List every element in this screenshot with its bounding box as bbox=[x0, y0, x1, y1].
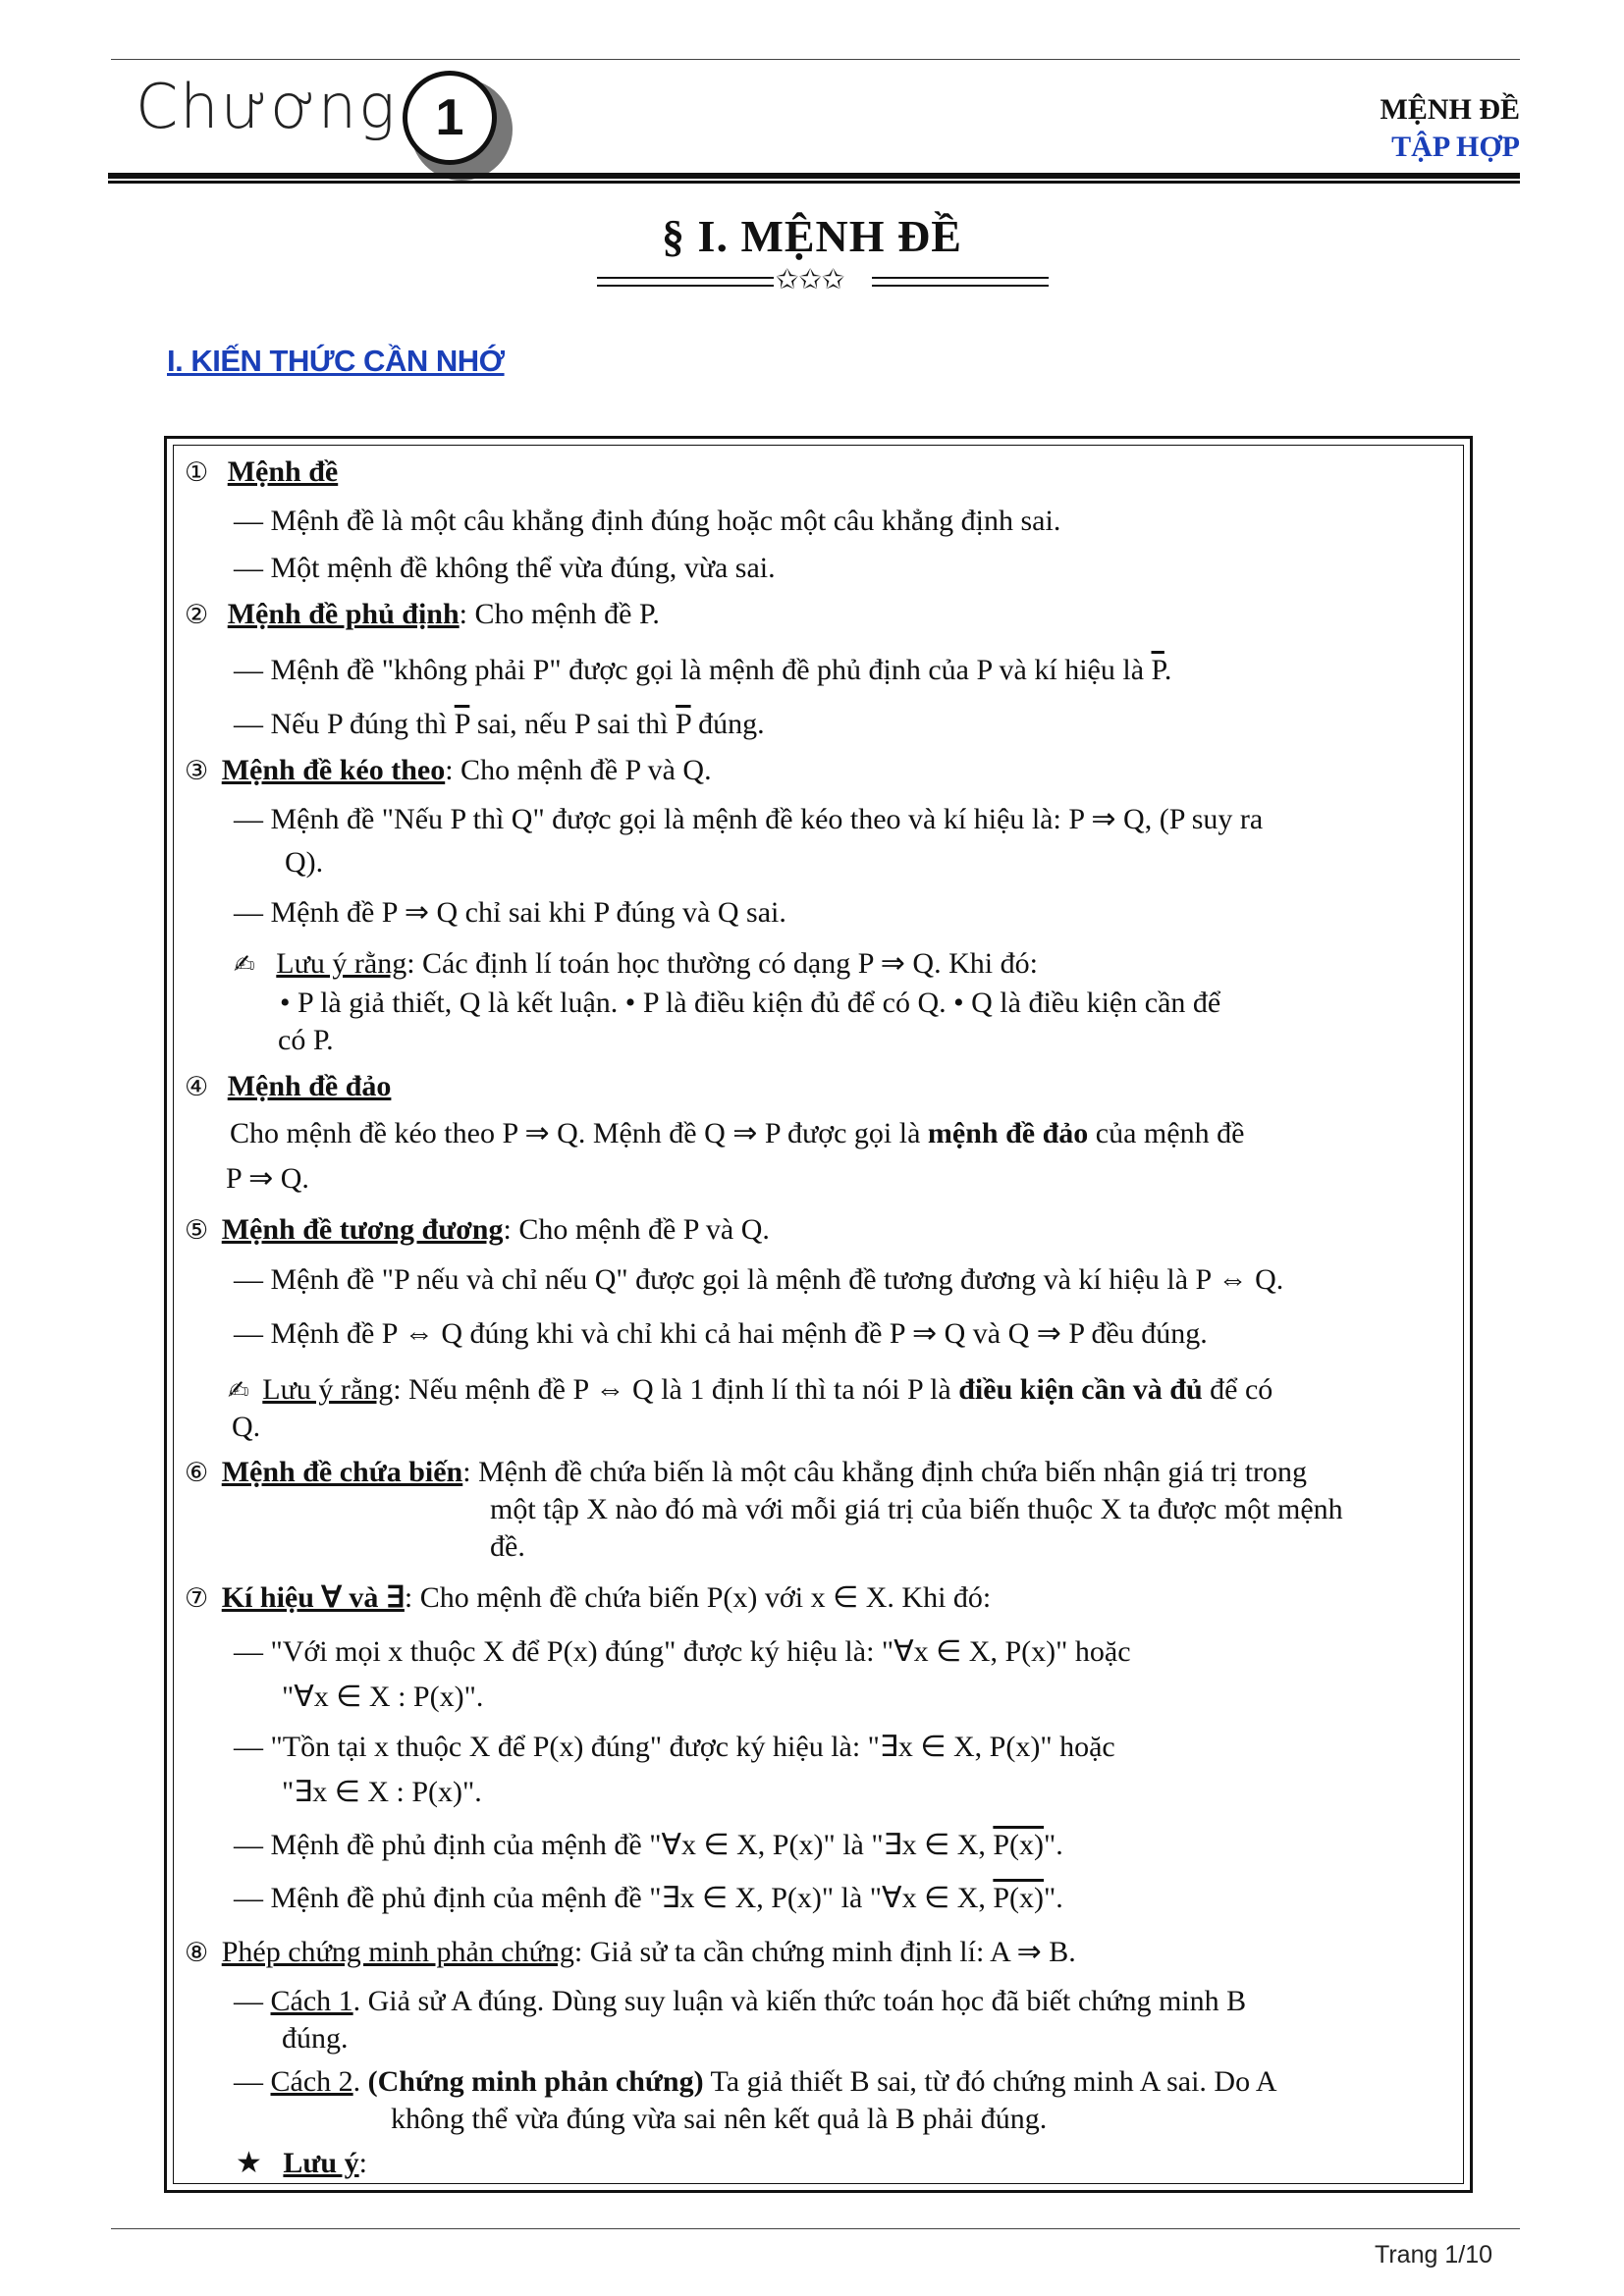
item-8-method-2-cont: không thể vừa đúng vừa sai nên kết quả là B phải đúng. bbox=[391, 2103, 1048, 2135]
star-icon: ★ bbox=[236, 2147, 262, 2179]
item-5-title: Mệnh đề tương đương bbox=[221, 1213, 504, 1246]
item-7-line-3-a: — Mệnh đề phủ định của mệnh đề "∀x ∈ X, P(x)" là "∃x ∈ X, bbox=[234, 1829, 994, 1861]
negated-p: $\overline{P}$ bbox=[676, 708, 691, 740]
item-5-note-label: Lưu ý rằng bbox=[262, 1373, 394, 1406]
chapter-number-badge: 1 bbox=[403, 71, 497, 165]
section-title: § I. MỆNH ĐỀ bbox=[662, 211, 962, 261]
item-7-title-rest: : Cho mệnh đề chứa biến P(x) với x ∈ X. Khi đó: bbox=[404, 1581, 992, 1614]
header-thick-rule bbox=[108, 173, 1520, 179]
item-4-line-1-a: Cho mệnh đề kéo theo P ⇒ Q. Mệnh đề Q ⇒ P được gọi là bbox=[230, 1117, 928, 1149]
item-6-line-1: : Mệnh đề chứa biến là một câu khẳng định chứa biến nhận giá trị trong bbox=[462, 1456, 1308, 1488]
item-8-note bbox=[236, 2146, 367, 2181]
item-3-note-label: Lưu ý rằng bbox=[276, 947, 407, 980]
item-1-number: ① bbox=[185, 457, 209, 488]
footer-rule bbox=[111, 2228, 1520, 2229]
negated-px: P(x) bbox=[993, 1829, 1045, 1861]
item-4-number: ④ bbox=[185, 1072, 209, 1102]
item-3-heading bbox=[185, 753, 712, 789]
item-5-note-a: : Nếu mệnh đề P ⇔ Q là 1 định lí thì ta nói P là bbox=[393, 1373, 959, 1406]
item-5-line-2: — Mệnh đề P ⇔ Q đúng khi và chỉ khi cả hai mệnh đề P ⇒ Q và Q ⇒ P đều đúng. bbox=[234, 1317, 1208, 1350]
item-7-line-3-c: ". bbox=[1044, 1829, 1063, 1861]
item-2-line-2-a: — Nếu P đúng thì bbox=[234, 708, 455, 740]
item-2-title-rest: : Cho mệnh đề P. bbox=[459, 598, 660, 630]
header-thin-rule bbox=[108, 181, 1520, 184]
item-2-heading bbox=[185, 597, 660, 633]
item-7-line-3 bbox=[234, 1828, 1063, 1863]
item-7-line-2-cont: "∃x ∈ X : P(x)". bbox=[282, 1776, 482, 1808]
item-1-title: Mệnh đề bbox=[227, 455, 339, 488]
section-heading: I. KIẾN THỨC CẦN NHỚ bbox=[167, 344, 505, 378]
item-1-line-1: — Mệnh đề là một câu khẳng định đúng hoặc một câu khẳng định sai. bbox=[234, 505, 1061, 537]
item-1-line-2: — Một mệnh đề không thể vừa đúng, vừa sai. bbox=[234, 552, 776, 584]
item-4-line-2: P ⇒ Q. bbox=[226, 1162, 309, 1195]
item-3-note bbox=[234, 946, 1038, 983]
item-4-line-1 bbox=[230, 1116, 1244, 1151]
top-rule bbox=[111, 59, 1520, 60]
item-7-line-4-a: — Mệnh đề phủ định của mệnh đề "∃x ∈ X, P(x)" là "∀x ∈ X, bbox=[234, 1882, 994, 1914]
item-3-line-2: — Mệnh đề P ⇒ Q chỉ sai khi P đúng và Q sai. bbox=[234, 896, 786, 929]
method-1-label: Cách 1 bbox=[270, 1985, 353, 2017]
item-8-dash: — bbox=[234, 2065, 271, 2098]
title-ornament-left-rule bbox=[597, 277, 774, 287]
item-8-dash: — bbox=[234, 1985, 271, 2017]
pen-icon: ✍ bbox=[234, 950, 255, 980]
item-7-line-4 bbox=[234, 1881, 1063, 1916]
item-3-number: ③ bbox=[185, 756, 209, 786]
item-4-heading bbox=[185, 1069, 391, 1105]
method-2-bold: (Chứng minh phản chứng) bbox=[367, 2065, 704, 2098]
negated-p: $\overline{P}$ bbox=[454, 708, 470, 740]
item-7-line-1-cont: "∀x ∈ X : P(x)". bbox=[282, 1681, 484, 1713]
item-6-line-2: một tập X nào đó mà với mỗi giá trị của biến thuộc X ta được một mệnh bbox=[490, 1493, 1343, 1525]
item-4-line-1-c: của mệnh đề bbox=[1088, 1117, 1245, 1149]
item-8-heading bbox=[185, 1935, 1076, 1971]
item-3-note-line-3: có P. bbox=[278, 1024, 334, 1056]
negated-p: $\overline{P}$ bbox=[1151, 654, 1164, 686]
item-5-note bbox=[228, 1372, 1272, 1409]
item-7-title: Kí hiệu ∀ và ∃ bbox=[221, 1581, 405, 1614]
item-4-title: Mệnh đề đảo bbox=[227, 1070, 392, 1102]
item-7-line-4-c: ". bbox=[1044, 1882, 1063, 1914]
item-3-title: Mệnh đề kéo theo bbox=[221, 754, 446, 786]
item-8-note-label: Lưu ý bbox=[283, 2147, 359, 2179]
method-2-sep: . bbox=[352, 2065, 368, 2098]
method-2-label: Cách 2 bbox=[270, 2065, 353, 2098]
item-5-line-1: — Mệnh đề "P nếu và chỉ nếu Q" được gọi là mệnh đề tương đương và kí hiệu là P ⇔ Q. bbox=[234, 1263, 1284, 1296]
item-5-note-line-2: Q. bbox=[232, 1411, 261, 1443]
item-2-title: Mệnh đề phủ định bbox=[227, 598, 460, 630]
item-8-method-1-cont: đúng. bbox=[282, 2022, 349, 2055]
item-2-number: ② bbox=[185, 600, 209, 630]
item-6-title: Mệnh đề chứa biến bbox=[221, 1456, 463, 1488]
item-8-method-1 bbox=[234, 1984, 1246, 2019]
item-5-note-bold: điều kiện cần và đủ bbox=[958, 1373, 1203, 1406]
title-ornament-right-rule bbox=[872, 277, 1049, 287]
negated-px: P(x) bbox=[993, 1882, 1045, 1914]
pen-icon: ✍ bbox=[228, 1376, 249, 1406]
item-8-method-2 bbox=[234, 2064, 1277, 2100]
item-3-title-rest: : Cho mệnh đề P và Q. bbox=[445, 754, 712, 786]
item-2-line-2-c: sai, nếu P sai thì bbox=[469, 708, 677, 740]
chapter-word: Chương bbox=[135, 71, 398, 142]
header-topic-1: MỆNH ĐỀ bbox=[1380, 93, 1520, 126]
item-3-line-1-cont: Q). bbox=[285, 846, 324, 879]
item-2-line-1-end: . bbox=[1164, 654, 1172, 686]
item-3-note-line-2: • P là giả thiết, Q là kết luận. • P là điều kiện đủ để có Q. • Q là điều kiện cần để bbox=[280, 987, 1221, 1019]
method-2-text: Ta giả thiết B sai, từ đó chứng minh A sai. Do A bbox=[703, 2065, 1277, 2098]
item-8-note-colon: : bbox=[358, 2147, 367, 2179]
header-topic-2: TẬP HỢP bbox=[1391, 131, 1520, 163]
page-number: Trang 1/10 bbox=[1375, 2241, 1492, 2269]
item-4-bold-term: mệnh đề đảo bbox=[927, 1117, 1089, 1149]
method-1-text: . Giả sử A đúng. Dùng suy luận và kiến thức toán học đã biết chứng minh B bbox=[352, 1985, 1247, 2017]
item-8-title: Phép chứng minh phản chứng bbox=[221, 1936, 574, 1968]
item-6-heading bbox=[185, 1455, 1307, 1491]
item-7-heading bbox=[185, 1580, 991, 1617]
item-2-line-1-text: — Mệnh đề "không phải P" được gọi là mệnh đề phủ định của P và kí hiệu là bbox=[234, 654, 1152, 686]
item-2-line-2-e: đúng. bbox=[690, 708, 765, 740]
item-5-number: ⑤ bbox=[185, 1215, 209, 1246]
title-ornament-stars: ✩✩✩ bbox=[776, 265, 845, 295]
item-3-note-rest: : Các định lí toán học thường có dạng P ⇒ Q. Khi đó: bbox=[406, 947, 1038, 980]
item-1-heading bbox=[185, 454, 338, 491]
item-5-note-c: để có bbox=[1202, 1373, 1273, 1406]
item-7-line-2: — "Tồn tại x thuộc X để P(x) đúng" được ký hiệu là: "∃x ∈ X, P(x)" hoặc bbox=[234, 1731, 1115, 1763]
item-6-number: ⑥ bbox=[185, 1458, 209, 1488]
item-2-line-2 bbox=[234, 707, 765, 742]
item-7-line-1: — "Với mọi x thuộc X để P(x) đúng" được ký hiệu là: "∀x ∈ X, P(x)" hoặc bbox=[234, 1635, 1131, 1668]
item-8-number: ⑧ bbox=[185, 1938, 209, 1968]
item-5-title-rest: : Cho mệnh đề P và Q. bbox=[503, 1213, 770, 1246]
item-6-line-3: đề. bbox=[490, 1530, 525, 1563]
item-7-number: ⑦ bbox=[185, 1583, 209, 1614]
knowledge-box-inner bbox=[173, 445, 1464, 2184]
item-8-title-rest: : Giả sử ta cần chứng minh định lí: A ⇒ B. bbox=[573, 1936, 1076, 1968]
item-3-line-1: — Mệnh đề "Nếu P thì Q" được gọi là mệnh đề kéo theo và kí hiệu là: P ⇒ Q, (P suy ra bbox=[234, 803, 1264, 835]
item-5-heading bbox=[185, 1212, 770, 1249]
item-2-line-1 bbox=[234, 653, 1171, 688]
